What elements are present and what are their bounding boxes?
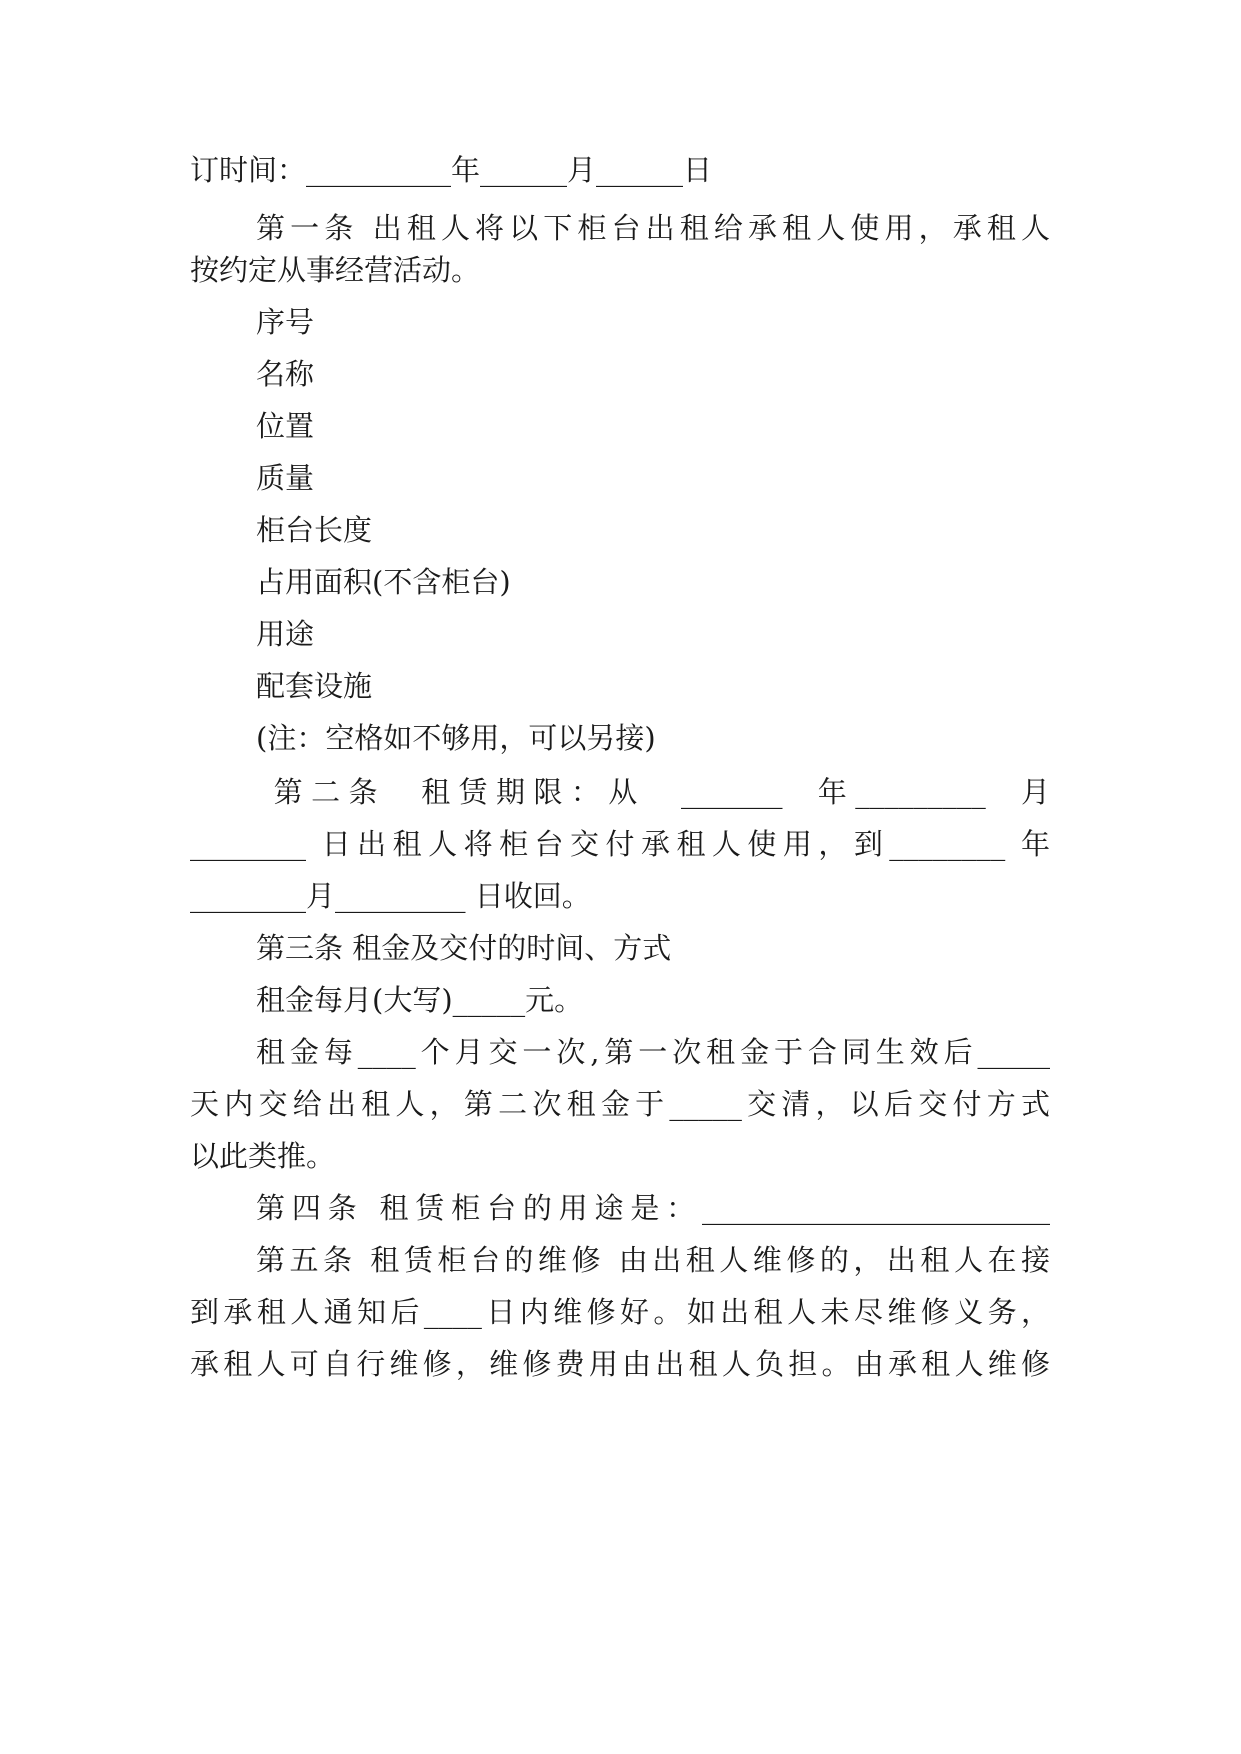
article-5-line-2: 到承租人通知后____日内维修好。如出租人未尽维修义务， [190,1295,1050,1329]
payment-line-2: 天内交给出租人，第二次租金于_____交清，以后交付方式 [190,1087,1050,1121]
article-2-line-3: ________月_________ 日收回。 [190,879,591,913]
article-2-line-1: 第二条 租赁期限：从 _______ 年_________ 月 [256,775,1050,809]
article-5-line-3: 承租人可自行维修，维修费用由出租人负担。由承租人维修 [190,1347,1050,1381]
item-location: 位置 [256,409,315,443]
signing-date-line: 订时间：__________年______月______日 [190,153,713,187]
monthly-rent-line: 租金每月(大写)_____元。 [256,983,584,1017]
item-serial-number: 序号 [256,305,315,339]
item-facilities: 配套设施 [256,669,373,703]
article-1-line-1: 第一条 出租人将以下柜台出租给承租人使用，承租人 [256,211,1050,245]
article-2-line-2: ________ 日出租人将柜台交付承租人使用，到________ 年 [190,827,1050,861]
payment-line-1: 租金每____个月交一次,第一次租金于合同生效后_____ [256,1035,1050,1069]
article-5-line-1: 第五条 租赁柜台的维修 由出租人维修的，出租人在接 [256,1243,1050,1277]
article-4-line: 第四条 租赁柜台的用途是：________________________ [256,1191,1050,1225]
article-1-line-2: 按约定从事经营活动。 [190,253,481,287]
table-note: (注：空格如不够用，可以另接) [256,721,656,755]
item-name: 名称 [256,357,315,391]
item-usage: 用途 [256,617,315,651]
item-counter-length: 柜台长度 [256,513,373,547]
item-occupied-area: 占用面积(不含柜台) [256,565,511,599]
article-3-heading: 第三条 租金及交付的时间、方式 [256,931,672,965]
payment-line-3: 以此类推。 [190,1139,336,1173]
item-quality: 质量 [256,461,315,495]
